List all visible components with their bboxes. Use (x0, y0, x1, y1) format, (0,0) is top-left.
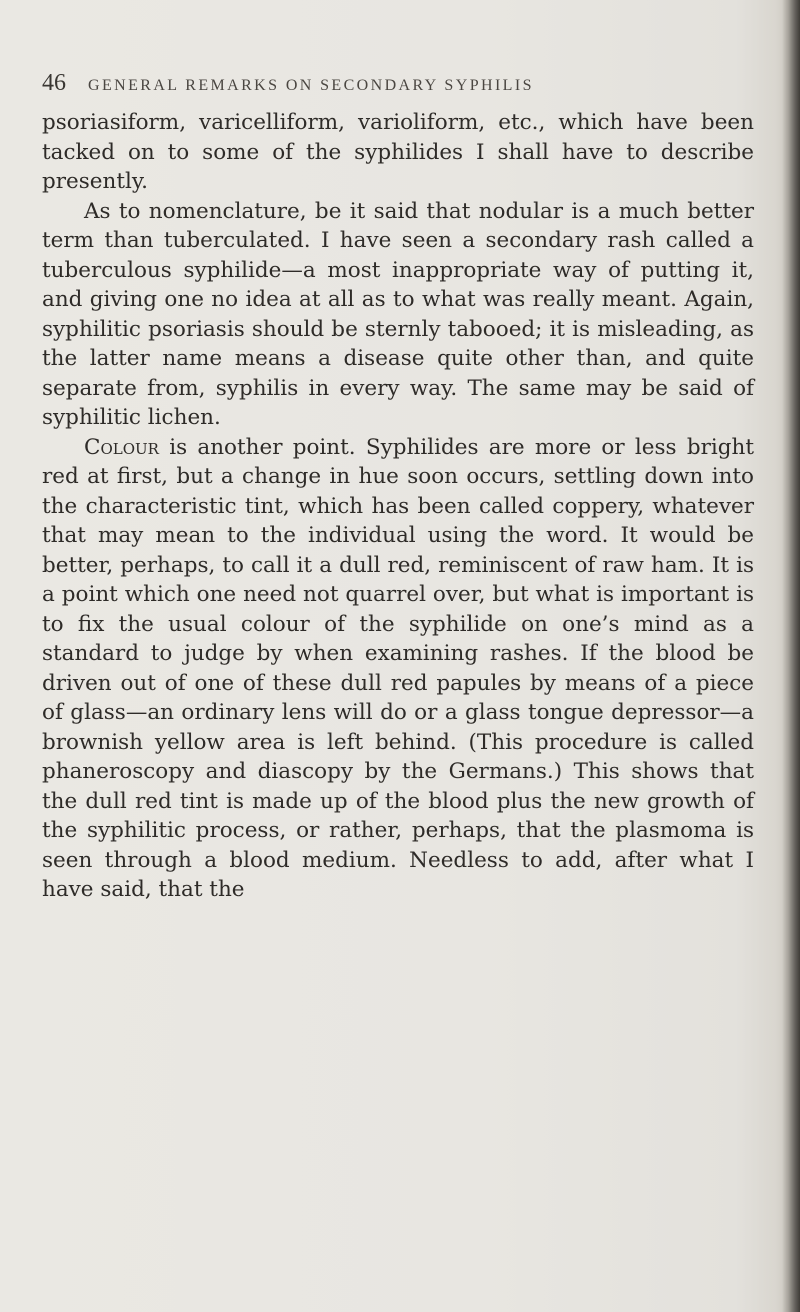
paragraph (42, 433, 754, 905)
paragraph: psoriasiform, varicelliform, varioliform, etc., which have been tacked on to some of the syphilides I shall have to describe presently. (42, 110, 754, 194)
page-header (42, 70, 742, 102)
paragraph-text: is another point. Syphilides are more or less bright red at first, but a change in hue soon occurs, settling down into the characteristic tint, which has been called coppery, whatever that may mean to the individual using the word. It would be better, perhaps, to call it a dull red, reminiscent of raw ham. It is a point which one need not quarrel over, but what is important is to fix the usual colour of the syphilide on one’s mind as a standard to judge by when examining rashes. If the blood be driven out of one of these dull red papules by means of a piece of glass—an ordinary lens will do or a glass tongue depressor—a brownish yellow area is left behind. (This procedure is called phaneroscopy and diascopy by the Germans.) This shows that the dull red tint is made up of the blood plus the new growth of the syphilitic process, or rather, perhaps, that the plasmoma is seen through a blood medium. Needless to add, after what I have said, that the (42, 434, 754, 902)
page-number: 46 (42, 70, 66, 96)
running-head: GENERAL REMARKS ON SECONDARY SYPHILIS (88, 77, 534, 94)
page-edge-shadow (782, 0, 800, 1312)
paragraph-lead-word: Colour (84, 434, 159, 460)
body-text (42, 108, 754, 905)
paragraph: As to nomenclature, be it said that nodular is a much better term than tuberculated. I have seen a secondary rash called a tuberculous syphilide—a most inappropriate way of putting it, and giving one no idea at all as to what was really meant. Again, syphilitic psoriasis should be sternly tabooed; it is misleading, as the latter name means a disease quite other than, and quite separate from, syphilis in every way. The same may be said of syphilitic lichen. (42, 198, 754, 430)
